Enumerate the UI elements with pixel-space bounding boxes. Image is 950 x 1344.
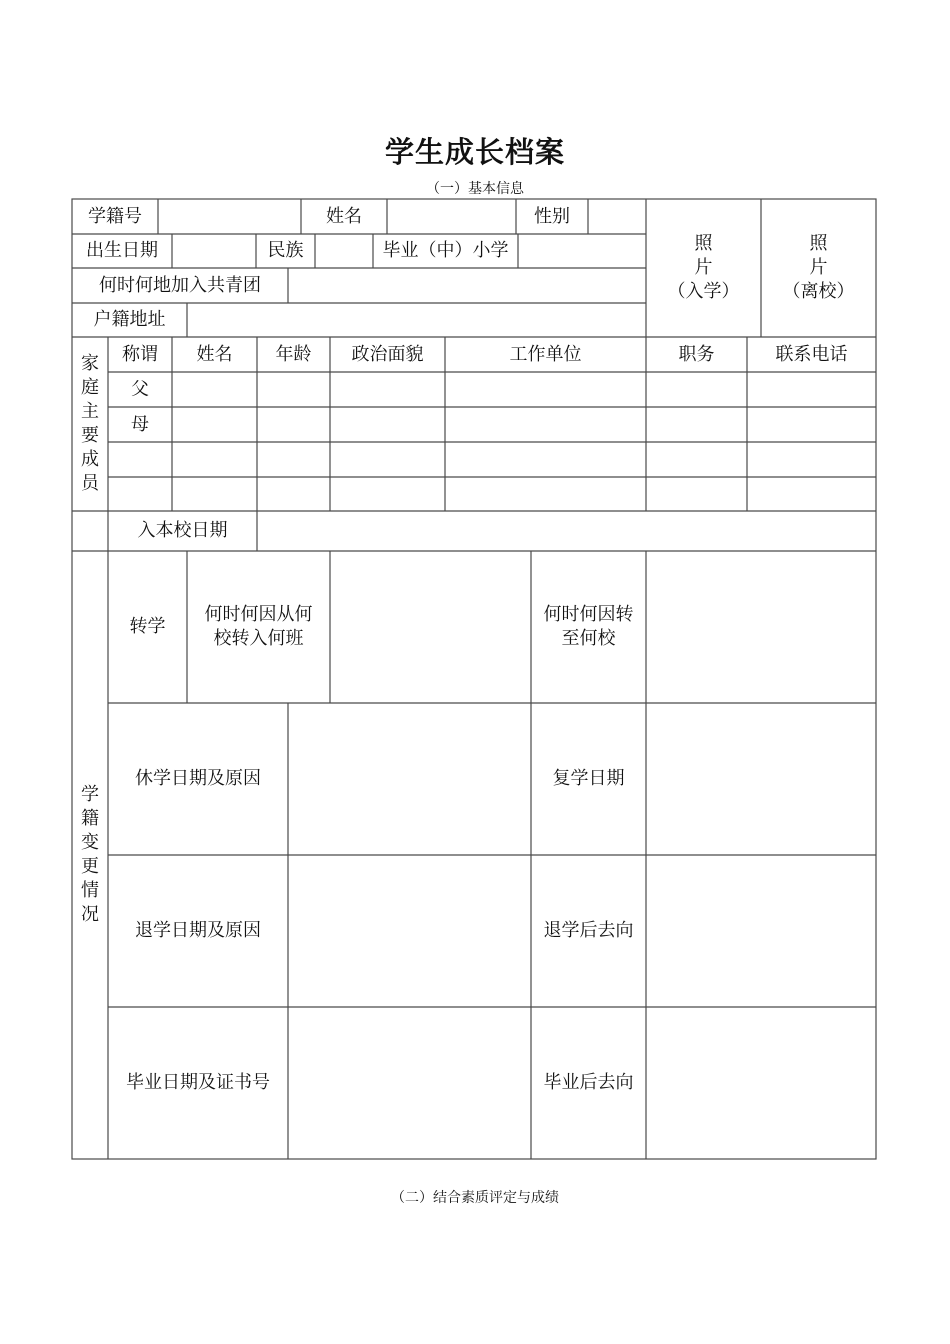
ethnicity-label: 民族	[267, 240, 304, 261]
family-header-name: 姓名	[196, 343, 233, 365]
dropout-field[interactable]	[288, 855, 531, 1007]
dropout-label: 退学日期及原因	[135, 920, 261, 941]
graduation-field[interactable]	[288, 1007, 531, 1159]
family-header-political: 政治面貌	[351, 343, 424, 365]
transfer-out-label	[531, 551, 646, 703]
league-join-label: 何时何地加入共青团	[99, 274, 261, 296]
name-label: 姓名	[326, 205, 362, 227]
family-label-char: 员	[81, 473, 99, 494]
photo-graduation-text-3: （离校）	[782, 281, 855, 302]
transfer-out-line: 何时何因转	[543, 604, 634, 625]
family-header-phone: 联系电话	[775, 343, 848, 365]
family-label-char: 成	[81, 449, 99, 470]
photo-enrollment-text-1: 照	[694, 233, 713, 254]
status-label-char: 变	[81, 832, 99, 853]
status-label-char: 籍	[81, 808, 99, 829]
suspension-field[interactable]	[288, 703, 531, 855]
transfer-out-line: 至何校	[561, 628, 616, 649]
photo-enrollment[interactable]	[646, 199, 761, 337]
name-field[interactable]	[387, 199, 516, 234]
transfer-out-field[interactable]	[646, 551, 876, 703]
graduation-label: 毕业日期及证书号	[126, 1072, 270, 1093]
family-label-char: 主	[81, 401, 99, 422]
family-relation-blank[interactable]	[108, 477, 172, 511]
graduated-school-label: 毕业（中）小学	[382, 240, 509, 261]
family-header-position: 职务	[678, 343, 715, 365]
family-header-age: 年龄	[275, 343, 312, 365]
family-label-char: 要	[81, 425, 99, 446]
page-title: 学生成长档案	[384, 135, 565, 169]
family-relation-mother: 母	[131, 413, 149, 435]
photo-enrollment-text-3: （入学）	[667, 281, 740, 302]
birth-date-field[interactable]	[172, 234, 256, 268]
resume-date-field[interactable]	[646, 703, 876, 855]
league-join-field[interactable]	[288, 268, 646, 303]
birth-date-label: 出生日期	[86, 240, 158, 261]
status-label-char: 情	[81, 880, 99, 901]
graduated-school-field[interactable]	[518, 234, 646, 268]
resume-date-label: 复学日期	[552, 768, 625, 789]
family-label-char: 庭	[81, 377, 99, 398]
photo-graduation[interactable]	[761, 199, 876, 337]
student-id-field[interactable]	[158, 199, 301, 234]
family-section-label	[72, 337, 108, 511]
transfer-label: 转学	[129, 616, 166, 637]
family-header-employer: 工作单位	[509, 343, 582, 365]
gender-label: 性别	[534, 205, 570, 227]
section-basic-info-heading: （一）基本信息	[426, 181, 524, 197]
dropout-destination-label: 退学后去向	[543, 920, 634, 941]
gender-field[interactable]	[588, 199, 646, 234]
family-header-relation: 称谓	[122, 343, 158, 365]
status-label-char: 况	[81, 904, 99, 925]
enroll-date-label: 入本校日期	[137, 520, 228, 541]
status-change-section-label	[72, 551, 108, 1159]
transfer-in-line: 何时何因从何	[204, 604, 313, 625]
graduation-destination-field[interactable]	[646, 1007, 876, 1159]
family-label-char: 家	[81, 353, 99, 374]
ethnicity-field[interactable]	[315, 234, 373, 268]
address-label: 户籍地址	[93, 309, 166, 330]
student-id-label: 学籍号	[88, 205, 142, 227]
transfer-in-label	[187, 551, 330, 703]
photo-enrollment-text-2: 片	[694, 257, 713, 278]
section-evaluation-heading: （二）结合素质评定与成绩	[391, 1190, 559, 1206]
status-label-char: 学	[81, 784, 99, 805]
suspension-label: 休学日期及原因	[135, 768, 261, 789]
status-label-char: 更	[81, 856, 99, 877]
photo-graduation-text-1: 照	[809, 233, 828, 254]
address-field[interactable]	[187, 303, 646, 337]
family-relation-father: 父	[131, 378, 149, 400]
photo-graduation-text-2: 片	[809, 257, 828, 278]
family-relation-blank[interactable]	[108, 442, 172, 477]
enroll-date-field[interactable]	[257, 511, 876, 551]
transfer-in-line: 校转入何班	[213, 628, 304, 649]
dropout-destination-field[interactable]	[646, 855, 876, 1007]
transfer-in-field[interactable]	[330, 551, 531, 703]
graduation-destination-label: 毕业后去向	[543, 1072, 634, 1093]
